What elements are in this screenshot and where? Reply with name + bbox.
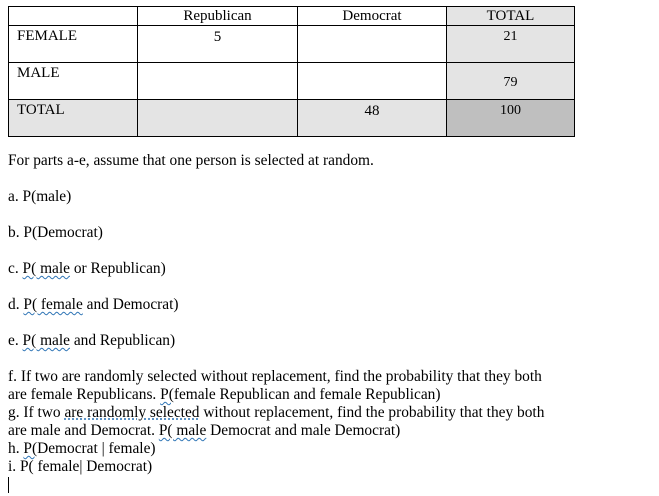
- spellcheck-mark: P( male: [22, 260, 70, 277]
- cell-grand-total: 100: [500, 103, 521, 118]
- question-c: c. P( male or Republican): [8, 260, 166, 277]
- question-f-line2: are female Republicans. P(female Republican and female Republican): [8, 386, 441, 403]
- contingency-table: [8, 6, 575, 137]
- question-h: h. P(Democrat | female): [8, 440, 156, 457]
- header-cell-empty: [9, 7, 138, 26]
- row-label-male: MALE: [17, 65, 60, 81]
- spellcheck-mark: P( male: [158, 422, 207, 439]
- text-cursor-line[interactable]: [8, 476, 653, 494]
- cell-female-total: 21: [503, 29, 518, 44]
- table-row-male: [9, 63, 575, 100]
- question-g-line2: are male and Democrat. P( male Democrat and male Democrat): [8, 422, 401, 439]
- spellcheck-mark: P( male: [22, 332, 70, 349]
- question-i: i. P( female| Democrat): [8, 458, 153, 475]
- cell-female-democrat: [298, 26, 446, 29]
- cell-total-republican: [138, 100, 297, 103]
- header-republican: Republican: [138, 7, 298, 26]
- spellcheck-mark: P(: [160, 386, 174, 403]
- table-header-row: [9, 7, 575, 26]
- cell-male-republican: [138, 63, 297, 66]
- question-d: d. P( female and Democrat): [8, 296, 179, 313]
- text-cursor: [8, 477, 9, 493]
- table-row-female: [9, 26, 575, 63]
- question-g-line1: g. If two are randomly selected without replacement, find the probability that they both: [8, 404, 545, 421]
- cell-male-democrat: [298, 63, 446, 66]
- spellcheck-mark: P( female: [23, 296, 83, 313]
- grammar-mark: are randomly selected: [64, 404, 200, 421]
- header-democrat: Democrat: [298, 7, 447, 26]
- document-body[interactable]: [8, 152, 653, 494]
- header-total: TOTAL: [447, 7, 575, 26]
- question-e: e. P( male and Republican): [8, 332, 176, 349]
- cell-female-republican: 5: [213, 29, 222, 45]
- row-label-total: TOTAL: [17, 102, 65, 118]
- cell-total-democrat: 48: [364, 103, 380, 119]
- question-f-line1: f. If two are randomly selected without replacement, find the probability that they both: [8, 368, 542, 385]
- table-row-total: [9, 100, 575, 137]
- question-b: b. P(Democrat): [8, 224, 103, 241]
- row-label-female: FEMALE: [17, 28, 77, 44]
- question-a: a. P(male): [8, 188, 72, 205]
- spellcheck-mark: P(: [23, 440, 38, 457]
- cell-male-total: 79: [503, 75, 518, 90]
- intro-text: For parts a-e, assume that one person is selected at random.: [8, 152, 374, 169]
